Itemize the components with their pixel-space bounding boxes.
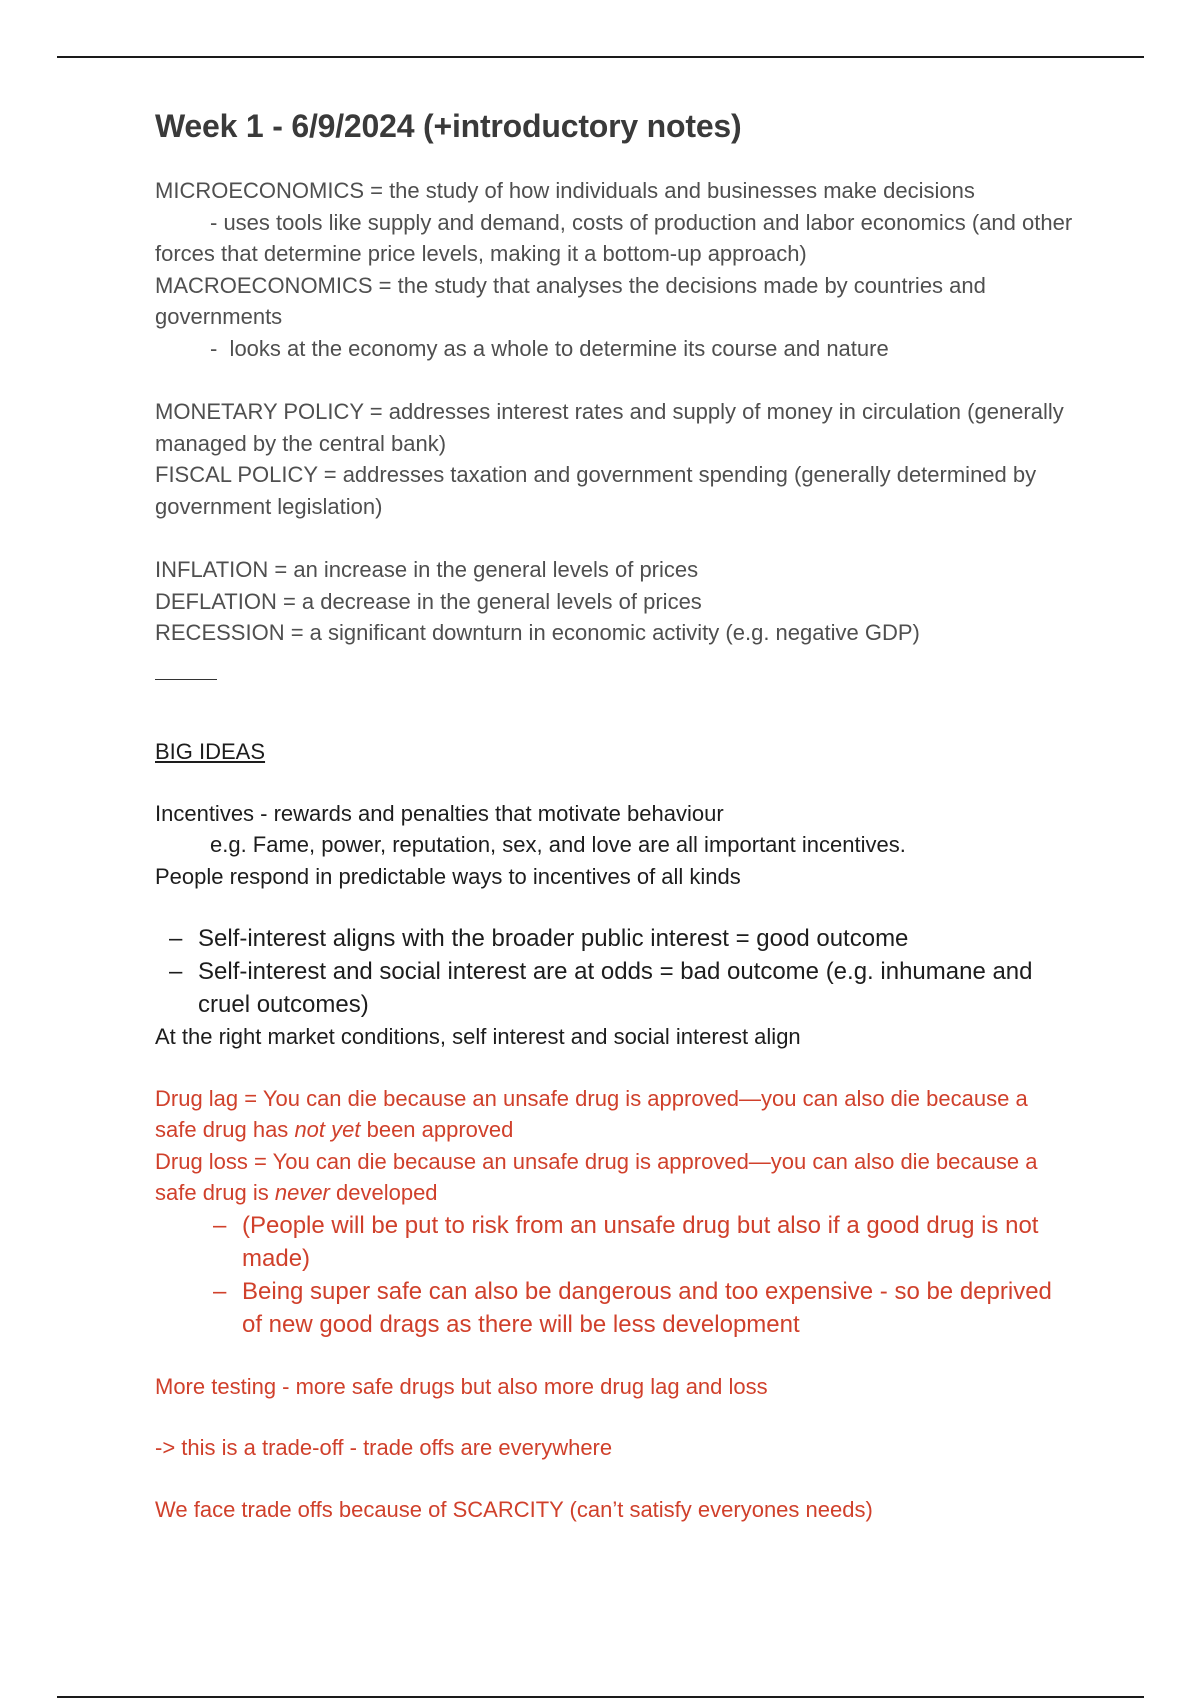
market-conditions: At the right market conditions, self interest and social interest align (155, 1024, 801, 1049)
top-rule (57, 56, 1144, 58)
spacer (155, 1402, 1075, 1432)
people-respond: People respond in predictable ways to incentives of all kinds (155, 863, 741, 889)
micro-detail: - uses tools like supply and demand, costs of production and labor economics (and other forces that determine price levels, making it a bottom-up approach) (155, 209, 1079, 266)
drug-loss-end: developed (329, 1180, 438, 1205)
drug-notes-list (155, 1209, 1075, 1341)
list-item: – Self-interest and social interest are at odds = bad outcome (e.g. inhumane and cruel outcomes) (155, 955, 1075, 1021)
spacer (155, 1053, 1075, 1083)
incentives-definition: Incentives - rewards and penalties that motivate behaviour (155, 800, 724, 826)
bottom-rule (57, 1696, 1144, 1698)
spacer (155, 364, 1075, 396)
inflation-definition: INFLATION = an increase in the general levels of prices (155, 557, 699, 582)
incentive-outcomes-list (155, 922, 1075, 1021)
micro-definition: MICROECONOMICS = the study of how individuals and businesses make decisions (155, 178, 975, 203)
fiscal-policy: FISCAL POLICY = addresses taxation and government spending (generally determined by government legislation) (155, 462, 1043, 519)
list-item: – Self-interest aligns with the broader public interest = good outcome (155, 922, 1075, 955)
spacer (155, 1464, 1075, 1494)
drug-lag-end: been approved (360, 1117, 514, 1142)
spacer (155, 768, 1075, 798)
drug-lag-emphasis: not yet (294, 1117, 361, 1142)
spacer (155, 522, 1075, 554)
spacer (155, 1341, 1075, 1371)
macro-definition: MACROECONOMICS = the study that analyses the decisions made by countries and governments (155, 272, 993, 329)
spacer (155, 892, 1075, 922)
recession-definition: RECESSION = a significant downturn in economic activity (e.g. negative GDP) (155, 620, 920, 645)
more-testing: More testing - more safe drugs but also more drug lag and loss (155, 1373, 768, 1399)
note-page (155, 100, 1079, 1525)
list-item: – Being super safe can also be dangerous and too expensive - so be deprived of new good drags as there will be less development (155, 1275, 1075, 1341)
drug-loss-definition (155, 1146, 1075, 1209)
big-ideas-heading: BIG IDEAS (155, 739, 266, 764)
trade-off-note: -> this is a trade-off - trade offs are everywhere (155, 1435, 613, 1460)
incentives-example: e.g. Fame, power, reputation, sex, and love are all important incentives. (210, 832, 906, 857)
monetary-policy: MONETARY POLICY = addresses interest rates and supply of money in circulation (generally managed by the central bank) (155, 399, 1070, 456)
list-item: – (People will be put to risk from an unsafe drug but also if a good drug is not made) (155, 1209, 1075, 1275)
drug-loss-text: Drug loss = You can die because an unsafe drug is approved—you can also die because a safe drug is (155, 1148, 1044, 1205)
section-divider (155, 679, 217, 681)
drug-loss-emphasis: never (274, 1180, 330, 1205)
macro-detail: - looks at the economy as a whole to determine its course and nature (210, 335, 889, 361)
scarcity-note: We face trade offs because of SCARCITY (can’t satisfy everyones needs) (155, 1496, 873, 1522)
page-title: Week 1 - 6/9/2024 (+introductory notes) (155, 108, 742, 144)
drug-lag-definition (155, 1083, 1075, 1146)
drug-lag-text: Drug lag = You can die because an unsafe drug is approved—you can also die because a safe drug has (155, 1085, 1034, 1142)
deflation-definition: DEFLATION = a decrease in the general levels of prices (155, 588, 702, 614)
